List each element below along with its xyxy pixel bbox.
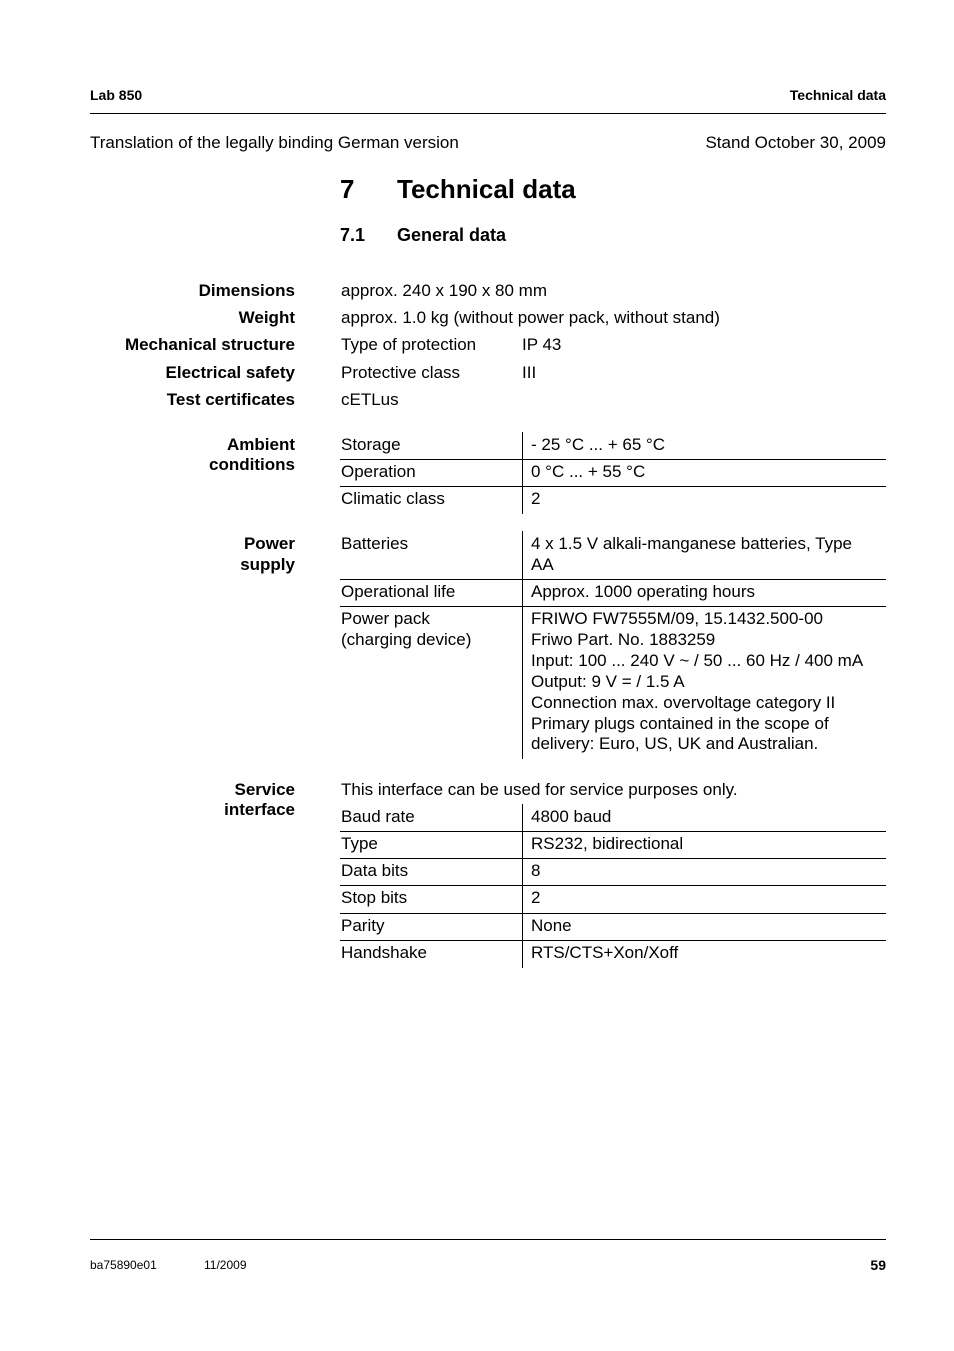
ambient-row-value: - 25 °C ... + 65 °C <box>531 435 666 454</box>
service-row-rule <box>340 913 886 914</box>
electrical-safety-key: Protective class <box>341 363 461 382</box>
power-pack-key-line2: (charging device) <box>341 630 472 649</box>
service-row-key: Handshake <box>341 943 428 962</box>
power-pack-line: Input: 100 ... 240 V ~ / 50 ... 60 Hz / 400 mA <box>531 651 864 670</box>
mechanical-structure-label: Mechanical structure <box>124 335 295 354</box>
service-row-rule <box>340 885 886 886</box>
header-product: Lab 850 <box>90 87 143 103</box>
batteries-value-line1: 4 x 1.5 V alkali-manganese batteries, Type <box>531 534 852 553</box>
weight-value: approx. 1.0 kg (without power pack, without stand) <box>341 308 720 327</box>
service-row-rule <box>340 831 886 832</box>
ambient-row-value: 0 °C ... + 55 °C <box>531 462 646 481</box>
power-pack-line: delivery: Euro, US, UK and Australian. <box>531 734 819 753</box>
footer-date: 11/2009 <box>204 1258 247 1272</box>
ambient-row-key: Climatic class <box>341 489 445 508</box>
mechanical-structure-key: Type of protection <box>341 335 477 354</box>
service-label-line1: Service <box>234 780 295 799</box>
stand-date: Stand October 30, 2009 <box>705 133 886 152</box>
power-pack-line: Output: 9 V = / 1.5 A <box>531 672 685 691</box>
service-row-value: None <box>531 916 572 935</box>
ambient-row-key: Storage <box>341 435 401 454</box>
ambient-row-key: Operation <box>341 462 416 481</box>
dimensions-label: Dimensions <box>198 281 295 300</box>
service-row-key: Baud rate <box>341 807 415 826</box>
batteries-key: Batteries <box>341 534 409 553</box>
dimensions-value: approx. 240 x 190 x 80 mm <box>341 281 548 300</box>
power-table-divider <box>522 531 523 759</box>
subsection-title: General data <box>397 225 507 245</box>
service-row-value: 2 <box>531 888 541 907</box>
ambient-row-rule <box>340 459 886 460</box>
service-row-value: 8 <box>531 861 541 880</box>
header-rule <box>90 113 886 114</box>
operational-life-value: Approx. 1000 operating hours <box>531 582 755 601</box>
service-row-value: RTS/CTS+Xon/Xoff <box>531 943 679 962</box>
power-pack-line: Connection max. overvoltage category II <box>531 693 836 712</box>
header-section: Technical data <box>789 87 886 103</box>
mechanical-structure-value: IP 43 <box>522 335 562 354</box>
power-pack-line: Primary plugs contained in the scope of <box>531 714 829 733</box>
service-row-rule <box>340 940 886 941</box>
chapter-title: Technical data <box>397 174 576 204</box>
batteries-value-line2: AA <box>531 555 554 574</box>
test-certificates-value: cETLus <box>341 390 399 409</box>
power-row-rule <box>340 579 886 580</box>
subsection-number: 7.1 <box>340 225 366 245</box>
service-row-key: Parity <box>341 916 385 935</box>
power-pack-line: FRIWO FW7555M/09, 15.1432.500-00 <box>531 609 823 628</box>
ambient-row-rule <box>340 486 886 487</box>
service-row-key: Data bits <box>341 861 409 880</box>
translation-note: Translation of the legally binding German version <box>90 133 459 152</box>
electrical-safety-value: III <box>522 363 537 382</box>
page-number: 59 <box>870 1257 886 1273</box>
operational-life-key: Operational life <box>341 582 456 601</box>
power-label-line2: supply <box>240 555 295 574</box>
power-label-line1: Power <box>243 534 295 553</box>
service-note: This interface can be used for service purposes only. <box>341 780 738 799</box>
power-pack-key-line1: Power pack <box>341 609 430 628</box>
service-row-value: RS232, bidirectional <box>531 834 684 853</box>
weight-label: Weight <box>238 308 295 327</box>
power-row-rule <box>340 606 886 607</box>
power-pack-line: Friwo Part. No. 1883259 <box>531 630 716 649</box>
service-row-key: Type <box>341 834 378 853</box>
ambient-label-line1: Ambient <box>227 435 295 454</box>
service-row-value: 4800 baud <box>531 807 612 826</box>
ambient-row-value: 2 <box>531 489 541 508</box>
footer-doc-id: ba75890e01 <box>90 1258 157 1272</box>
ambient-table-divider <box>522 432 523 514</box>
service-label-line2: interface <box>224 800 295 819</box>
service-row-key: Stop bits <box>341 888 408 907</box>
electrical-safety-label: Electrical safety <box>165 363 295 382</box>
test-certificates-label: Test certificates <box>166 390 295 409</box>
service-table-divider <box>522 804 523 968</box>
service-row-rule <box>340 858 886 859</box>
footer-rule <box>90 1239 886 1240</box>
ambient-label-line2: conditions <box>209 455 295 474</box>
chapter-number: 7 <box>340 174 355 204</box>
